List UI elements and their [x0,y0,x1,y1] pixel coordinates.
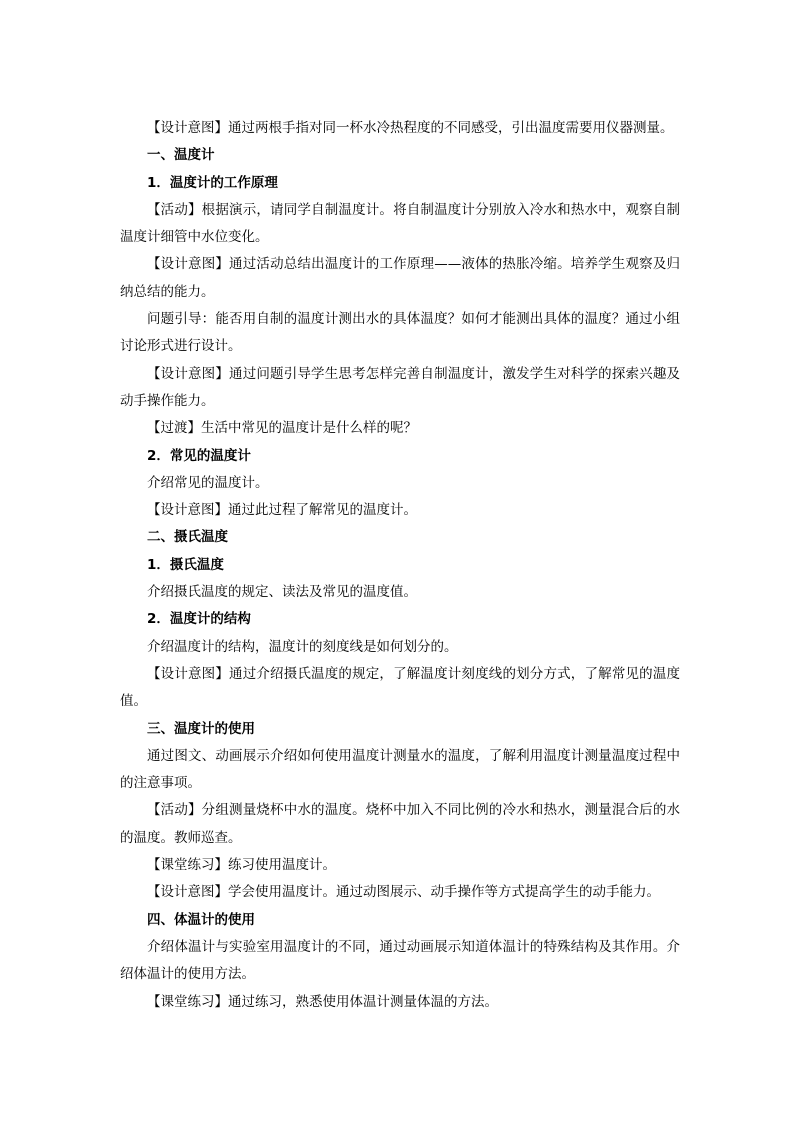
document-body [120,115,680,1016]
paragraph: 【课堂练习】练习使用温度计。 [147,857,336,874]
paragraph: 通过图文、动画展示介绍如何使用温度计测量水的温度，了解利用温度计测量温度过程中的注意事项。 [120,747,680,792]
paragraph: 【活动】分组测量烧杯中水的温度。烧杯中加入不同比例的冷水和热水，测量混合后的水的温度。教师巡查。 [120,802,680,846]
subsection-heading: 1．摄氏温度 [147,556,224,573]
paragraph: 【活动】根据演示，请同学自制温度计。将自制温度计分别放入冷水和热水中，观察自制温度计细管中水位变化。 [120,201,680,246]
section-heading: 三、温度计的使用 [147,720,255,737]
paragraph: 【设计意图】通过问题引导学生思考怎样完善自制温度计，激发学生对科学的探索兴趣及动手操作能力。 [120,365,680,409]
paragraph: 介绍摄氏温度的规定、读法及常见的温度值。 [147,584,417,601]
paragraph: 【设计意图】学会使用温度计。通过动图展示、动手操作等方式提高学生的动手能力。 [147,884,660,901]
subsection-heading: 1．温度计的工作原理 [147,174,278,191]
paragraph: 问题引导：能否用自制的温度计测出水的具体温度？如何才能测出具体的温度？通过小组讨论形式进行设计。 [120,311,680,355]
paragraph: 【设计意图】通过活动总结出温度计的工作原理——液体的热胀冷缩。培养学生观察及归纳总结的能力。 [120,256,680,300]
subsection-heading: 2．温度计的结构 [147,611,251,628]
paragraph: 【设计意图】通过介绍摄氏温度的规定，了解温度计刻度线的划分方式，了解常见的温度值。 [120,665,680,710]
paragraph: 介绍温度计的结构，温度计的刻度线是如何划分的。 [147,638,458,655]
subsection-heading: 2．常见的温度计 [147,447,251,464]
paragraph: 介绍常见的温度计。 [147,474,269,491]
paragraph: 介绍体温计与实验室用温度计的不同，通过动画展示知道体温计的特殊结构及其作用。介绍体温计的使用方法。 [120,938,680,983]
paragraph: 【设计意图】通过此过程了解常见的温度计。 [147,502,417,519]
paragraph: 【课堂练习】通过练习，熟悉使用体温计测量体温的方法。 [147,993,498,1010]
section-heading: 二、摄氏温度 [147,529,228,546]
section-heading: 一、温度计 [147,147,215,164]
section-heading: 四、体温计的使用 [147,911,255,928]
paragraph: 【设计意图】通过两根手指对同一杯水冷热程度的不同感受，引出温度需要用仪器测量。 [147,120,674,136]
paragraph: 【过渡】生活中常见的温度计是什么样的呢？ [147,420,417,437]
